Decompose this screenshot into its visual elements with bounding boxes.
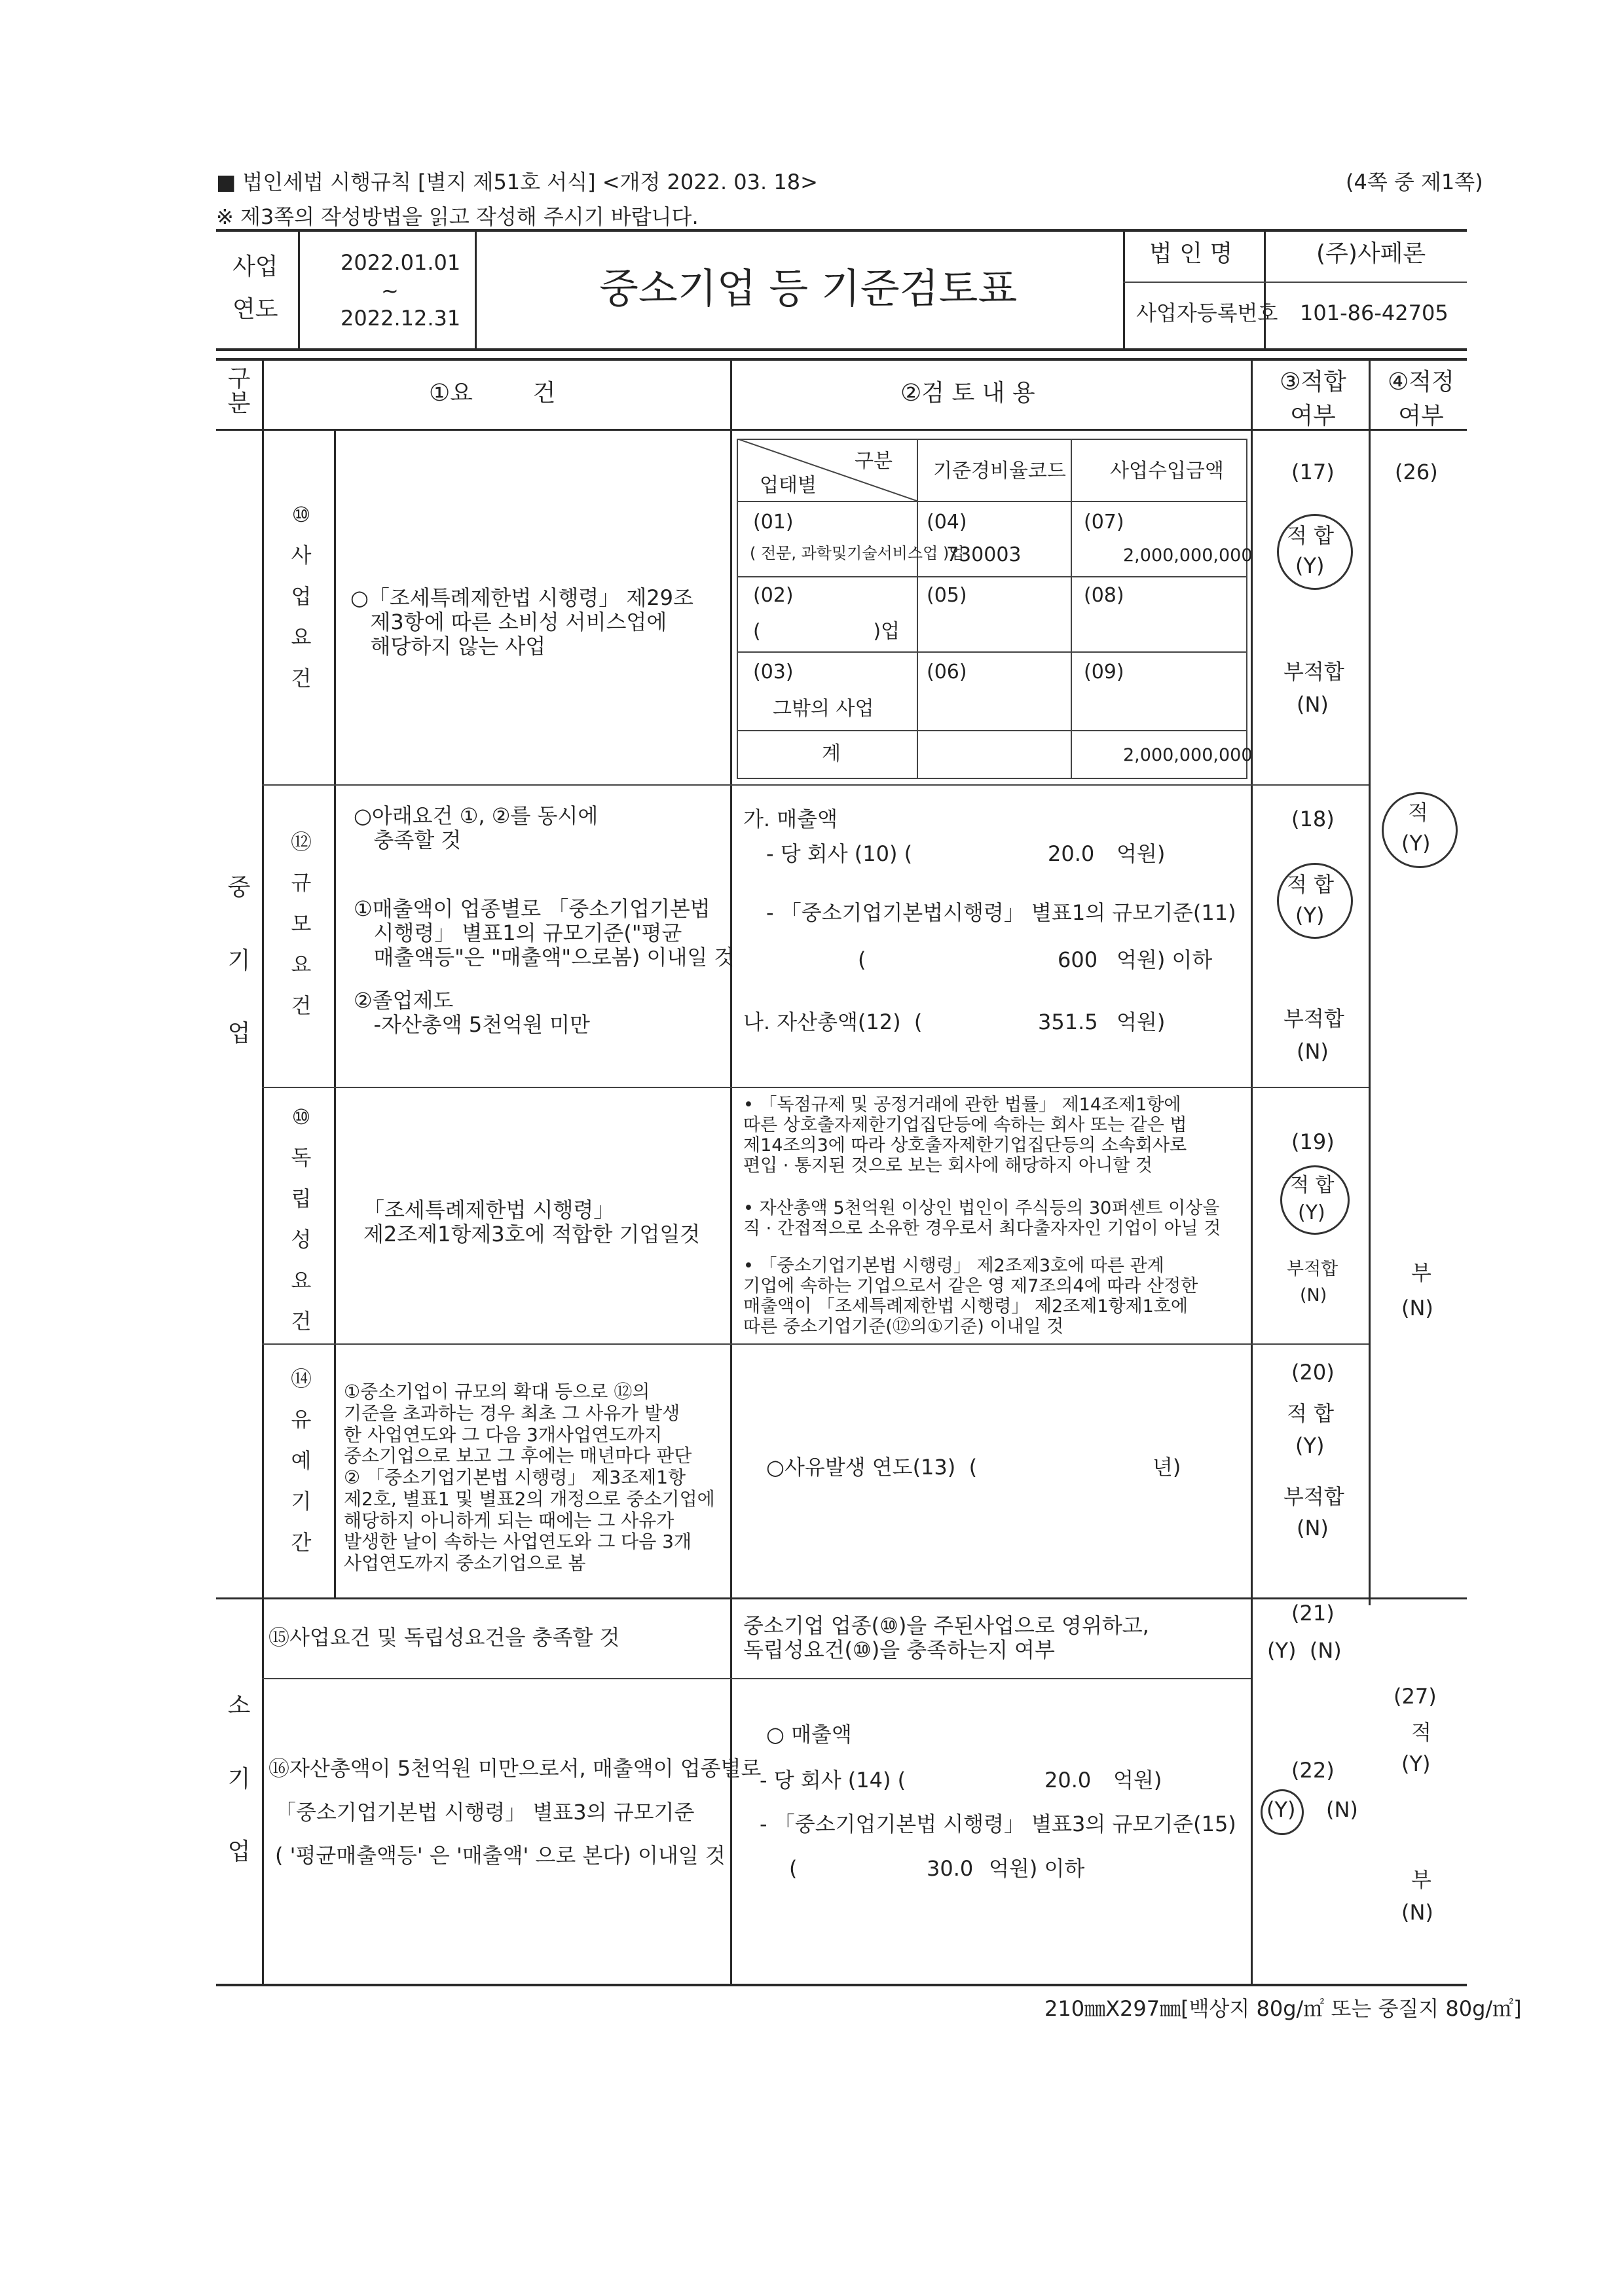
table-header-code: 기준경비율코드 bbox=[933, 460, 1066, 483]
row1-amount: 2,000,000,000 bbox=[1123, 545, 1253, 566]
small-proper-yes: 적 bbox=[1411, 1720, 1431, 1745]
indep-fit-yes-y: (Y) bbox=[1298, 1201, 1325, 1224]
small-proper-code: (27) bbox=[1393, 1684, 1437, 1709]
small1-fit-yn: (Y) (N) bbox=[1267, 1638, 1342, 1663]
small1-fit-code: (21) bbox=[1291, 1601, 1335, 1626]
col-header-review: ②검 토 내 용 bbox=[900, 380, 1035, 407]
small-proper-no-n: (N) bbox=[1401, 1900, 1433, 1925]
instruction-note: ※ 제3쪽의 작성방법을 읽고 작성해 주시기 바랍니다. bbox=[216, 204, 699, 229]
grace-fit-code: (20) bbox=[1291, 1360, 1335, 1385]
biz-fit-yes-y: (Y) bbox=[1295, 553, 1325, 578]
indep-review-2: • 자산총액 5천억원 이상인 법인이 주식등의 30퍼센트 이상을 직 · 간접적으로 소유한 경우로서 최다출자자인 기업이 아닐 것 bbox=[743, 1198, 1221, 1239]
scale-review-a1-unit: 억원) bbox=[1116, 841, 1166, 866]
document-title: 중소기업 등 기준검토표 bbox=[599, 264, 1018, 312]
biz-fit-code: (17) bbox=[1291, 460, 1335, 484]
period-start: 2022.01.01 bbox=[341, 250, 461, 275]
biz-fit-no-n: (N) bbox=[1297, 692, 1329, 717]
page-info: (4쪽 중 제1쪽) bbox=[1346, 170, 1483, 194]
indep-fit-no: 부적합 bbox=[1287, 1259, 1338, 1279]
scale-fit-yes-y: (Y) bbox=[1295, 903, 1325, 928]
reg-no-label: 사업자등록번호 bbox=[1136, 301, 1278, 325]
row1-code3: (07) bbox=[1084, 511, 1124, 534]
indep-fit-yes: 적 합 bbox=[1290, 1174, 1335, 1197]
small-biz-req-2a: ⑯자산총액이 5천억원 미만으로서, 매출액이 업종별로 bbox=[268, 1756, 762, 1781]
grace-fit-yes: 적 합 bbox=[1287, 1401, 1334, 1426]
scale-fit-no-n: (N) bbox=[1297, 1039, 1329, 1064]
table-header-gubun: 구분 bbox=[855, 450, 893, 473]
paper-spec-footer: 210㎜X297㎜[백상지 80g/㎡ 또는 중질지 80g/㎡] bbox=[1044, 1996, 1522, 2021]
small-biz-req-2b: 「중소기업기본법 시행령」 별표3의 규모기준 bbox=[275, 1800, 695, 1825]
small2-review-a: ○ 매출액 bbox=[766, 1722, 852, 1747]
small2-review-a3-open: ( bbox=[789, 1856, 798, 1881]
sme-proper-no: 부 bbox=[1411, 1260, 1431, 1285]
total-amount: 2,000,000,000 bbox=[1123, 745, 1253, 765]
year-label-2: 연도 bbox=[232, 296, 278, 323]
row3-code3: (09) bbox=[1084, 661, 1124, 683]
grace-fit-no-n: (N) bbox=[1297, 1516, 1329, 1540]
scale-requirement-label: ⑫ 규 모 요 건 bbox=[290, 829, 312, 1018]
grace-review-unit: 년) bbox=[1153, 1455, 1181, 1480]
indep-review-3: • 「중소기업기본법 시행령」 제2조제3호에 따른 관계 기업에 속하는 기업으로서 같은 영 제7조의4에 따라 산정한 매출액이 「조세특례제한법 시행령」 제2조제1항제1호에 따른 중소기업기준(⑫의①기준) 이내일 것 bbox=[743, 1256, 1198, 1338]
period-end: 2022.12.31 bbox=[341, 306, 461, 331]
small2-review-a1: - 당 회사 (14) ( bbox=[760, 1768, 906, 1793]
biz-fit-no: 부적합 bbox=[1283, 659, 1344, 684]
sme-proper-yes: 적 bbox=[1408, 800, 1428, 825]
period-tilde: ~ bbox=[381, 278, 399, 303]
scale-review-a3-open: ( bbox=[858, 947, 866, 972]
small2-fit-n: (N) bbox=[1326, 1797, 1358, 1822]
small2-fit-code: (22) bbox=[1291, 1758, 1335, 1783]
table-header-type: 업태별 bbox=[760, 474, 817, 497]
small2-fit-y: (Y) bbox=[1266, 1797, 1296, 1822]
grace-fit-yes-y: (Y) bbox=[1295, 1433, 1325, 1458]
grace-review: ○사유발생 연도(13) ( bbox=[766, 1455, 978, 1480]
total-label: 계 bbox=[822, 742, 841, 765]
col-header-proper: ④적정 여부 bbox=[1388, 369, 1454, 430]
col-header-requirement: ①요 건 bbox=[429, 380, 556, 407]
row1-code: (01) bbox=[753, 511, 794, 534]
grace-requirement-text: ①중소기업이 규모의 확대 등으로 ⑫의 기준을 초과하는 경우 최초 그 사유가 발생 한 사업연도와 그 다음 3개사업연도까지 중소기업으로 보고 그 후에는 매년마다 판단 ② 「중소기업기본법 시행령」 제3조제1항 제2호, 별표1 및 별표2의 개정으로 중소기업에 해당하지 아니하게 되는 때에는 그 사유가 발생한 날이 속하는 사업연도와 그 다음 3개 사업연도까지 중소기업으로 봄 bbox=[344, 1381, 715, 1574]
scale-review-a1: - 당 회사 (10) ( bbox=[766, 841, 913, 866]
biz-proper-code: (26) bbox=[1395, 460, 1438, 484]
row2-code3: (08) bbox=[1084, 584, 1124, 607]
scale-fit-code: (18) bbox=[1291, 807, 1335, 831]
small-biz-req-1: ⑮사업요건 및 독립성요건을 충족할 것 bbox=[268, 1625, 620, 1650]
small-proper-yes-y: (Y) bbox=[1401, 1751, 1431, 1776]
sme-label: 중 기 업 bbox=[227, 874, 251, 1048]
small-proper-no: 부 bbox=[1411, 1867, 1431, 1892]
scale-review-a3-unit: 억원) 이하 bbox=[1116, 947, 1213, 972]
biz-fit-yes: 적 합 bbox=[1287, 523, 1334, 548]
small2-review-a2: - 「중소기업기본법 시행령」 별표3의 규모기준(15) bbox=[760, 1812, 1236, 1836]
grace-period-label: ⑭ 유 예 기 간 bbox=[290, 1366, 312, 1555]
reg-no: 101-86-42705 bbox=[1300, 301, 1449, 325]
small2-review-a3-unit: 억원) 이하 bbox=[989, 1856, 1085, 1881]
col-header-gubun: 구 분 bbox=[227, 365, 251, 417]
grace-fit-no: 부적합 bbox=[1283, 1484, 1344, 1509]
col-header-fit: ③적합 여부 bbox=[1280, 369, 1346, 430]
row2-code2: (05) bbox=[927, 584, 967, 607]
indep-fit-no-n: (N) bbox=[1300, 1285, 1327, 1305]
scale-review-a2: - 「중소기업기본법시행령」 별표1의 규모기준(11) bbox=[766, 900, 1236, 925]
scale-review-a3-value: 600 bbox=[1058, 947, 1098, 972]
scale-review-b: 나. 자산총액(12) ( bbox=[743, 1010, 923, 1034]
small2-review-a1-value: 20.0 bbox=[1044, 1768, 1092, 1793]
row2-code: (02) bbox=[753, 584, 794, 607]
indep-requirement-text: 「조세특례제한법 시행령」 제2조제1항제3호에 적합한 기업일것 bbox=[363, 1197, 701, 1247]
indep-requirement-label: ⑩ 독 립 성 요 건 bbox=[291, 1104, 312, 1334]
sme-proper-no-n: (N) bbox=[1401, 1296, 1433, 1321]
row1-name: ( 전문, 과학및기술서비스업 )업 bbox=[750, 544, 965, 562]
scale-review-a1-value: 20.0 bbox=[1048, 841, 1095, 866]
scale-review-b-value: 351.5 bbox=[1038, 1010, 1098, 1034]
scale-review-a: 가. 매출액 bbox=[743, 807, 838, 831]
scale-review-b-unit: 억원) bbox=[1116, 1010, 1166, 1034]
table-header-amount: 사업수입금액 bbox=[1110, 460, 1224, 483]
scale-req-2: ②졸업제도 -자산총액 5천억원 미만 bbox=[354, 988, 590, 1037]
sme-proper-yes-y: (Y) bbox=[1401, 831, 1431, 856]
small2-review-a1-unit: 억원) bbox=[1113, 1768, 1162, 1793]
scale-fit-yes: 적 합 bbox=[1287, 872, 1334, 897]
row1-code2: (04) bbox=[927, 511, 967, 534]
row1-value: 730003 bbox=[946, 543, 1022, 566]
indep-fit-code: (19) bbox=[1291, 1129, 1335, 1154]
small-biz-req-2c: ( '평균매출액등' 은 '매출액' 으로 본다) 이내일 것 bbox=[275, 1843, 726, 1868]
biz-requirement-text: ○「조세특례제한법 시행령」 제29조 제3항에 따른 소비성 서비스업에 해당하지 않는 사업 bbox=[350, 585, 693, 659]
row3-name: 그밖의 사업 bbox=[773, 697, 874, 720]
row3-code2: (06) bbox=[927, 661, 967, 683]
form-reference: ■ 법인세법 시행규칙 [별지 제51호 서식] <개정 2022. 03. 18> bbox=[216, 170, 818, 194]
row3-code: (03) bbox=[753, 661, 794, 683]
indep-review-1: • 「독점규제 및 공정거래에 관한 법률」 제14조제1항에 따른 상호출자제한기업집단등에 속하는 회사 또는 같은 법 제14조의3에 따라 상호출자제한기업집단등의 소속회사로 편입 · 통지된 것으로 보는 회사에 해당하지 아니할 것 bbox=[743, 1095, 1187, 1176]
corp-name: (주)사페론 bbox=[1316, 240, 1426, 267]
row2-name: ( )업 bbox=[753, 620, 900, 643]
small-biz-review-1: 중소기업 업종(⑩)을 주된사업으로 영위하고, 독립성요건(⑩)을 충족하는지 여부 bbox=[743, 1613, 1149, 1662]
scale-req-intro: ○아래요건 ①, ②를 동시에 충족할 것 bbox=[354, 803, 599, 852]
scale-fit-no: 부적합 bbox=[1283, 1006, 1344, 1031]
small-biz-label: 소 기 업 bbox=[227, 1692, 251, 1866]
small2-review-a3-value: 30.0 bbox=[927, 1856, 974, 1881]
scale-req-1: ①매출액이 업종별로 「중소기업기본법 시행령」 별표1의 규모기준("평균 매출액등"은 "매출액"으로봄) 이내일 것 bbox=[354, 896, 735, 970]
corp-name-label: 법 인 명 bbox=[1149, 240, 1233, 267]
year-label-1: 사업 bbox=[232, 253, 278, 280]
biz-requirement-label: ⑩ 사 업 요 건 bbox=[291, 502, 312, 691]
